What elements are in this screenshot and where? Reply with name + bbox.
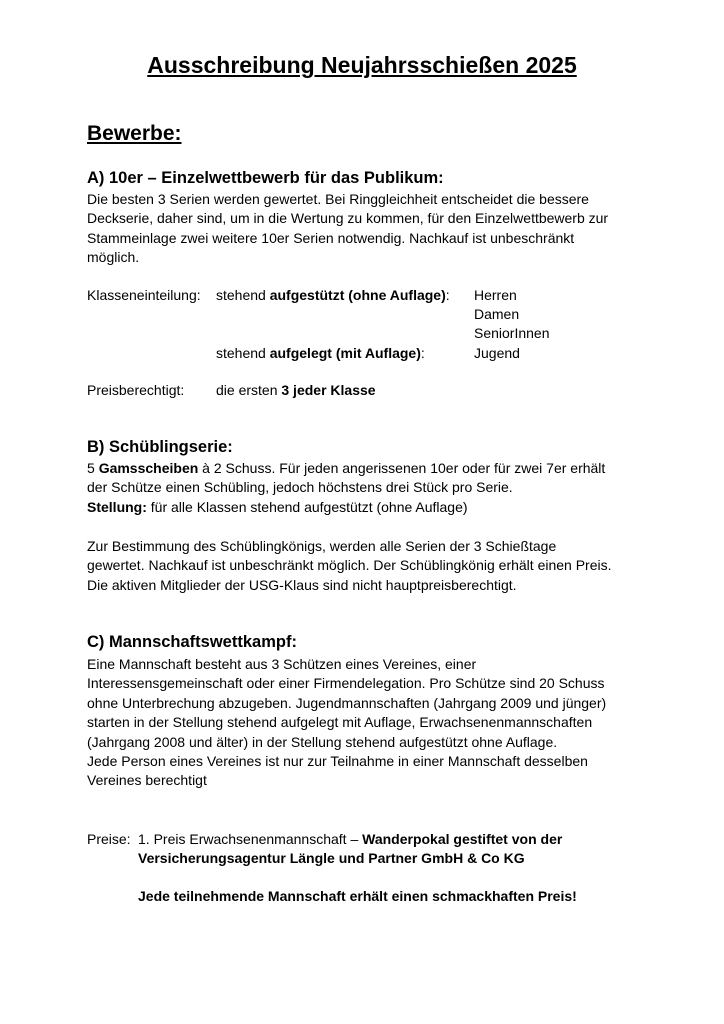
text-line: Interessensgemeinschaft oder einer Firmendelegation. Pro Schütze sind 20 Schuss [87,675,605,692]
class-label: Klasseneinteilung: [87,287,201,303]
class-row-1-bold: aufgestützt (ohne Auflage) [269,287,446,303]
class-row-2 [216,344,425,363]
text-line: starten in der Stellung stehend aufgelegt mit Auflage, Erwachsenenmannschaften [87,714,593,731]
text-line: möglich. [87,249,140,266]
prize-bold: 3 jeder Klasse [281,382,376,398]
text-line: Eine Mannschaft besteht aus 3 Schützen eines Vereines, einer [87,656,477,672]
prize-label: Preisberechtigt: [87,382,185,398]
text-line: Deckserie, daher sind, um in die Wertung zu kommen, für den Einzelwettbewerb zur [87,210,609,227]
text-line: ohne Unterbrechung abzugeben. Jugendmannschaften (Jahrgang 2009 und jünger) [87,694,607,711]
class-row-2-post: : [420,345,425,361]
section-heading-bewerbe: Bewerbe: [87,122,182,145]
b-l3-post: für alle Klassen stehend aufgestützt (ohne Auflage) [146,498,468,515]
section-a-paragraph [87,190,647,268]
b-l1-pre: 5 [87,460,99,476]
prizes-l2-bold: Versicherungsagentur Längle und Partner GmbH & Co KG [138,850,525,866]
text-line: der Schütze einen Schübling, jedoch höchstens drei Stück pro Serie. [87,479,513,496]
prizes-line-3 [138,887,577,906]
prizes-label: Preise: [87,831,131,847]
section-a-heading: A) 10er – Einzelwettbewerb für das Publikum: [87,169,444,187]
class-row-2-pre: stehend [216,345,270,361]
b-l3-bold: Stellung: [87,498,147,515]
prizes-l1-pre: 1. Preis Erwachsenenmannschaft – [138,831,363,847]
class-jugend: Jugend [474,345,520,361]
text-line: (Jahrgang 2008 und älter) in der Stellung stehend aufgestützt ohne Auflage. [87,733,558,750]
class-damen: Damen [474,306,520,322]
b-l1-post: à 2 Schuss. Für jeden angerissenen 10er oder für zwei 7er erhält [198,460,606,476]
text-line: Jede Person eines Vereines ist nur zur Teilnahme in einer Mannschaft desselben [87,753,588,770]
section-b-paragraph-1 [87,459,647,517]
prizes-line-2 [138,849,525,868]
text-line: Die besten 3 Serien werden gewertet. Bei Ringgleichheit entscheidet die bessere [87,191,589,207]
prize-pre: die ersten [216,382,282,398]
text-line: gewertet. Nachkauf ist unbeschränkt möglich. Der Schüblingkönig erhält einen Preis. [87,557,612,574]
section-c-paragraph [87,655,647,791]
text-line: Zur Bestimmung des Schüblingkönigs, werden alle Serien der 3 Schießtage [87,538,557,554]
text-line: Stammeinlage zwei weitere 10er Serien notwendig. Nachkauf ist unbeschränkt [87,229,575,246]
section-b-paragraph-2 [87,537,647,595]
class-row-2-bold: aufgelegt (mit Auflage) [269,345,421,361]
text-line [87,498,647,517]
text-line: Vereines berechtigt [87,772,207,789]
section-b-heading: B) Schüblingserie: [87,438,233,456]
class-row-1-post: : [445,287,450,303]
prize-value [216,381,376,400]
text-line: Die aktiven Mitglieder der USG-Klaus sind nicht hauptpreisberechtigt. [87,576,517,593]
prizes-l3-bold: Jede teilnehmende Mannschaft erhält einen schmackhaften Preis! [138,888,577,904]
class-herren: Herren [474,287,517,303]
page-title: Ausschreibung Neujahrsschießen 2025 [147,52,577,78]
class-seniorinnen: SeniorInnen [474,325,550,341]
prizes-l1-bold: Wanderpokal gestiftet von der [362,831,563,847]
class-row-1 [216,286,450,305]
class-row-1-pre: stehend [216,287,270,303]
section-c-heading: C) Mannschaftswettkampf: [87,633,297,651]
b-l1-bold: Gamsscheiben [98,460,199,476]
text-line [87,459,647,478]
prizes-line-1 [138,830,562,849]
